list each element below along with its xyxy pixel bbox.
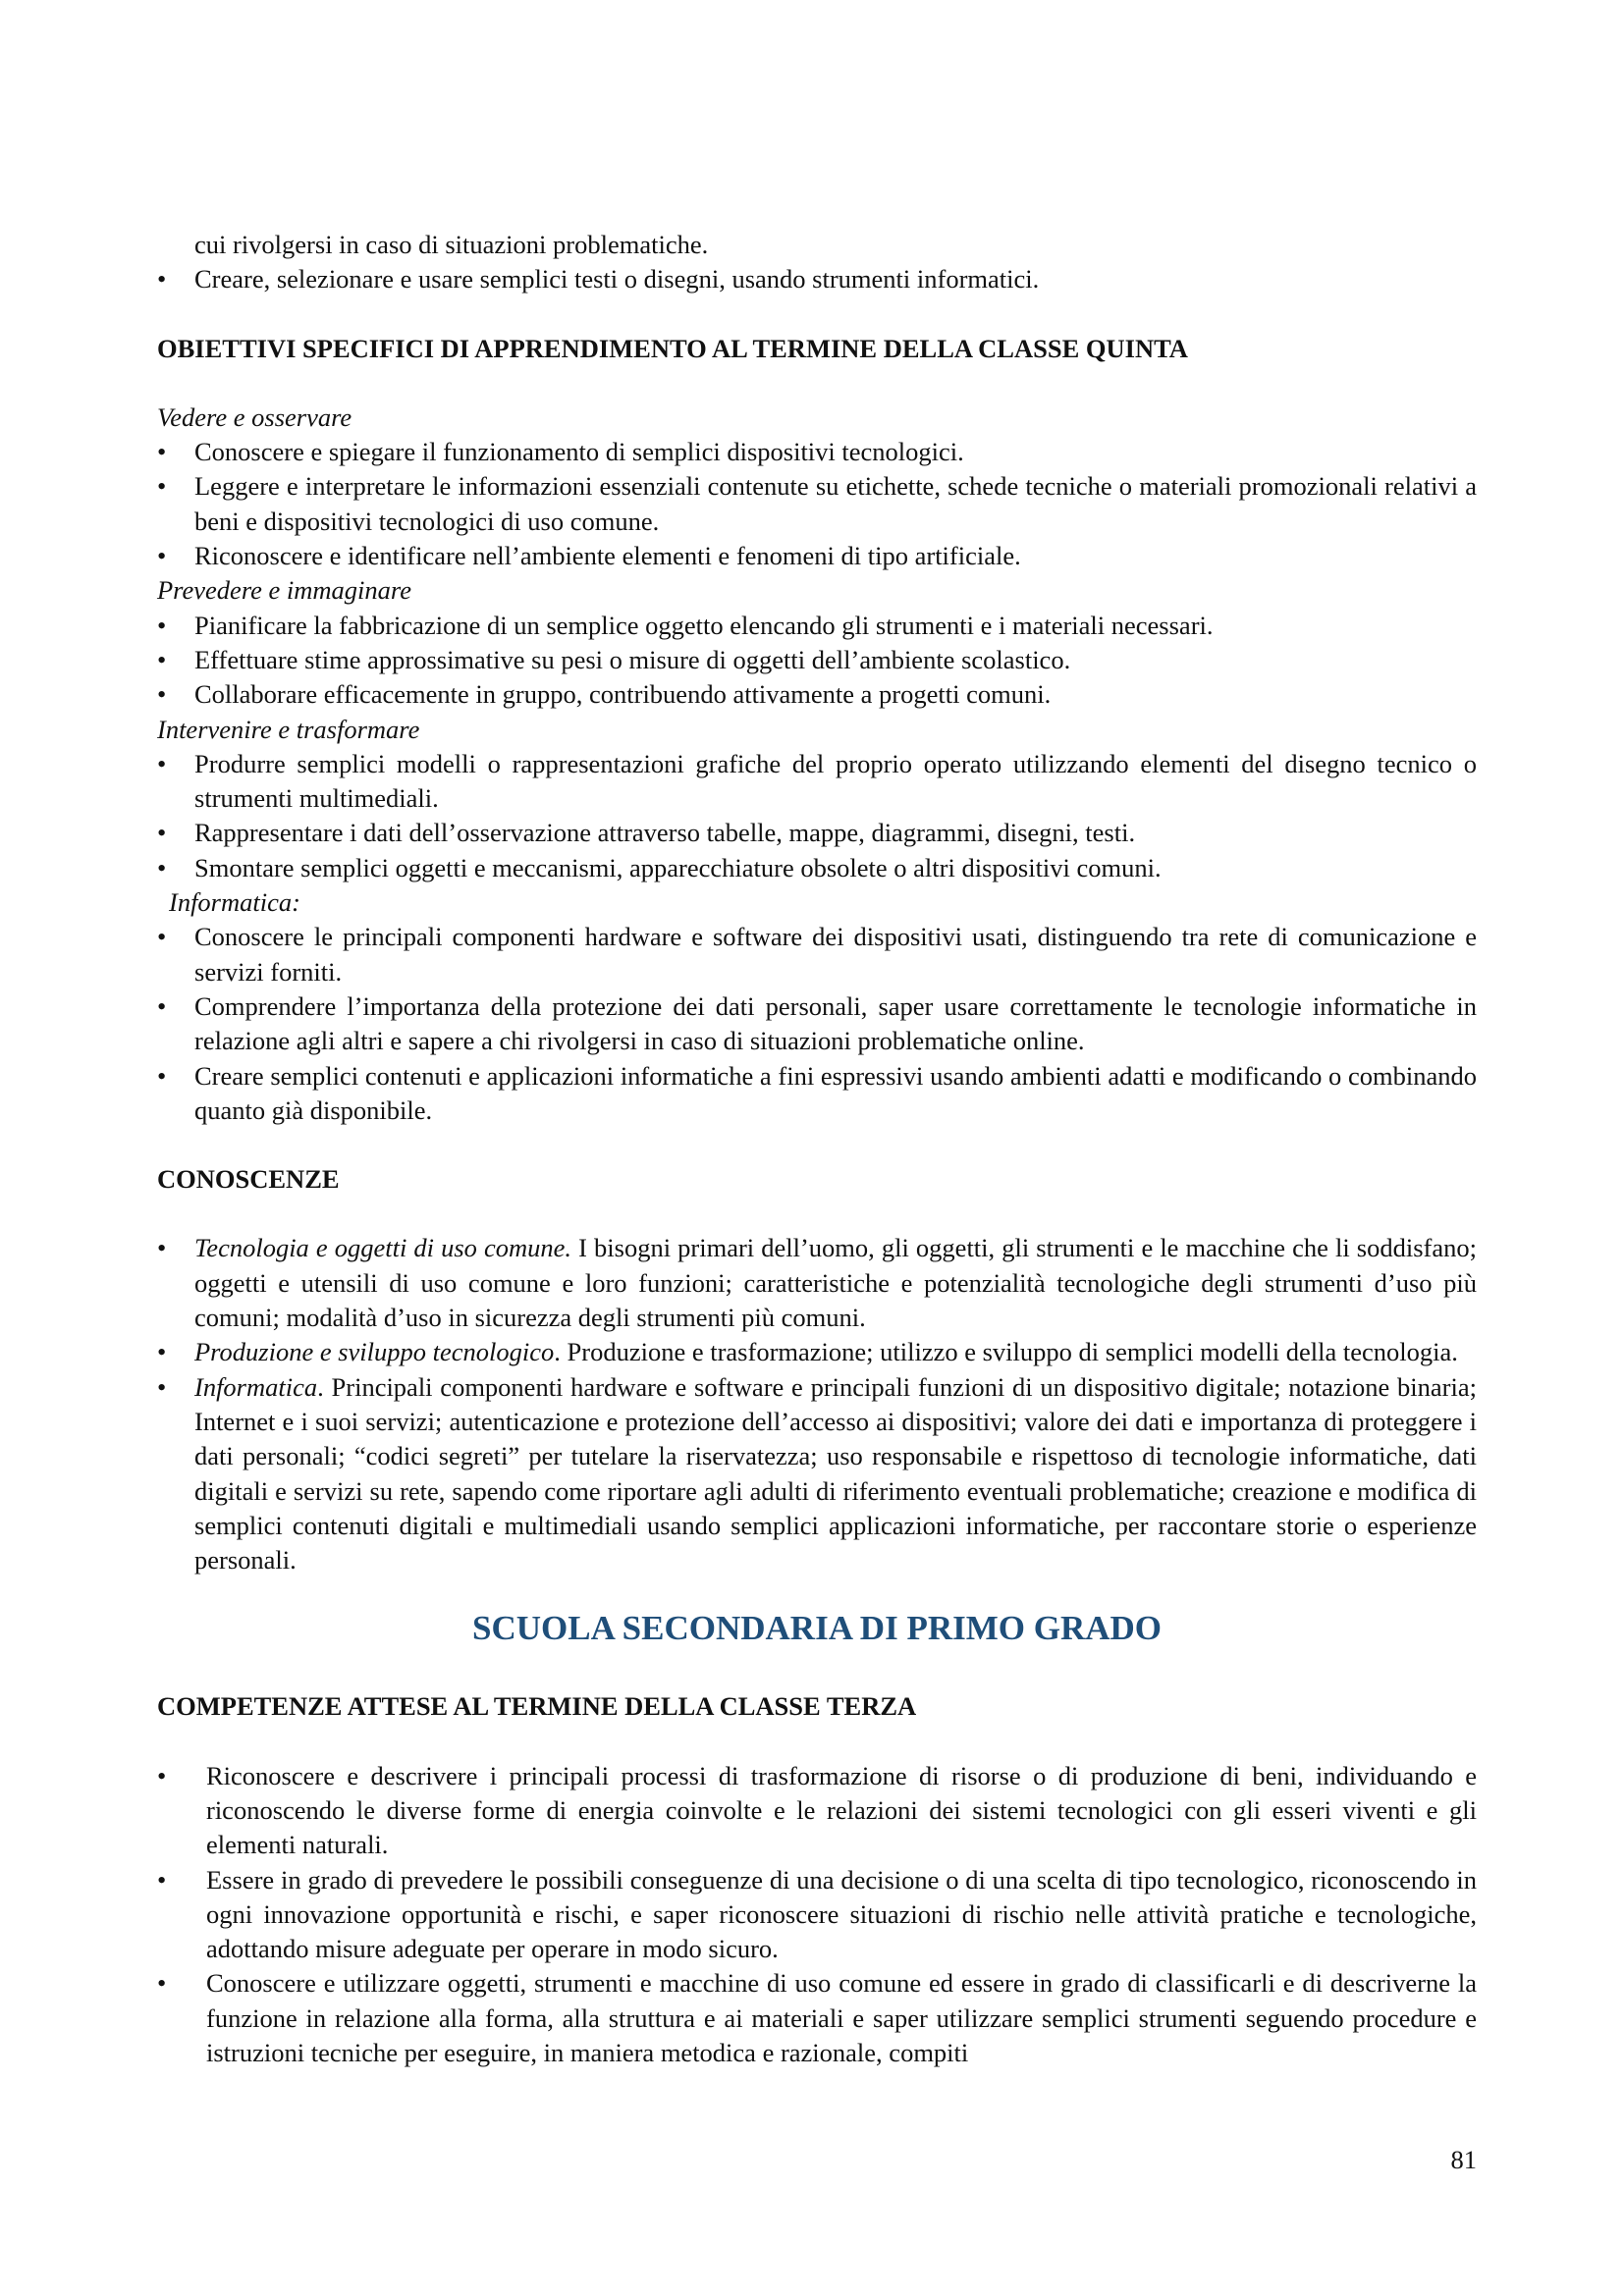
term: Produzione e sviluppo tecnologico [194, 1337, 555, 1367]
term: Informatica [194, 1371, 318, 1402]
document-page [157, 228, 1477, 2070]
subsection-title-informatica: Informatica: [169, 887, 300, 918]
list-item: • Leggere e interpretare le informazioni essenziali contenute su etichette, schede tecniche o materiali promozionali relativi a beni e dispositivi tecnologici di uso comune. [157, 469, 1477, 539]
description: . Produzione e trasformazione; utilizzo e sviluppo di semplici modelli della tecnologia. [554, 1337, 1458, 1367]
list-item: • Conoscere e spiegare il funzionamento di semplici dispositivi tecnologici. [157, 435, 1477, 469]
list-item: • Collaborare efficacemente in gruppo, contribuendo attivamente a progetti comuni. [157, 677, 1477, 712]
list-item: • Conoscere e utilizzare oggetti, strumenti e macchine di uso comune ed essere in grado di classificarli e di descriverne la funzione in relazione alla forma, alla struttura e ai materiali e saper utilizzare semplici strumenti seguendo procedure e istruzioni tecniche per eseguire, in maniera metodica e razionale, compiti [157, 1966, 1477, 2070]
list-item: • Smontare semplici oggetti e meccanismi, apparecchiature obsolete o altri dispositivi comuni. [157, 851, 1477, 885]
subsection-title-intervenire: Intervenire e trasformare [157, 714, 420, 744]
description: I bisogni primari dell’uomo, gli oggetti, gli strumenti e le macchine che li soddisfano; oggetti e utensili di uso comune e loro funzioni; caratteristiche e potenzialità tecnologiche degli strumenti d’uso più comuni; modalità d’uso in sicurezza degli strumenti più comuni. [194, 1233, 1477, 1333]
section-heading-obiettivi: OBIETTIVI SPECIFICI DI APPRENDIMENTO AL TERMINE DELLA CLASSE QUINTA [157, 333, 1188, 363]
list-item [157, 1335, 1477, 1369]
list-vedere [157, 435, 1477, 573]
description: . Principali componenti hardware e software e principali funzioni di un dispositivo digitale; notazione binaria; Internet e i suoi servizi; autenticazione e protezione dell’accesso ai dispositivi; valore dei dati e importanza di proteggere i dati personali; “codici segreti” per tutelare la riservatezza; uso responsabile e rispettoso di tecnologie informatiche, dati digitali e servizi su rete, sapendo come riportare agli adulti di riferimento eventuali problematiche; creazione e modifica di semplici contenuti digitali e multimediali usando semplici applicazioni informatiche, per raccontare storie o esperienze personali. [194, 1371, 1477, 1575]
list-item: • Creare semplici contenuti e applicazioni informatiche a fini espressivi usando ambienti adatti e modificando o combinando quanto già disponibile. [157, 1059, 1477, 1129]
intro-list [157, 262, 1477, 296]
list-competenze [157, 1759, 1477, 2071]
list-item: • Conoscere le principali componenti hardware e software dei dispositivi usati, distinguendo tra rete di comunicazione e servizi forniti. [157, 920, 1477, 989]
list-item: • Pianificare la fabbricazione di un semplice oggetto elencando gli strumenti e i materiali necessari. [157, 609, 1477, 643]
subsection-title-vedere: Vedere e osservare [157, 401, 352, 432]
list-item: • Effettuare stime approssimative su pesi o misure di oggetti dell’ambiente scolastico. [157, 643, 1477, 677]
list-informatica [157, 920, 1477, 1128]
page-number: 81 [1450, 2145, 1477, 2174]
list-prevedere [157, 609, 1477, 713]
continuation-text: cui rivolgersi in caso di situazioni problematiche. [194, 230, 709, 259]
section-heading-conoscenze: CONOSCENZE [157, 1164, 340, 1195]
list-item: • Riconoscere e identificare nell’ambiente elementi e fenomeni di tipo artificiale. [157, 539, 1477, 573]
list-item: • Rappresentare i dati dell’osservazione attraverso tabelle, mappe, diagrammi, disegni, testi. [157, 816, 1477, 850]
list-item [157, 1370, 1477, 1578]
list-item: • Produrre semplici modelli o rappresentazioni grafiche del proprio operato utilizzando elementi del disegno tecnico o strumenti multimediali. [157, 747, 1477, 817]
term: Tecnologia e oggetti di uso comune. [194, 1233, 572, 1263]
list-conoscenze [157, 1231, 1477, 1577]
list-item: • Riconoscere e descrivere i principali processi di trasformazione di risorse o di produzione di beni, individuando e riconoscendo le diverse forme di energia coinvolte e le relazioni dei sistemi tecnologici con gli esseri viventi e gli elementi naturali. [157, 1759, 1477, 1863]
school-level-title: SCUOLA SECONDARIA DI PRIMO GRADO [471, 1609, 1163, 1648]
list-item [157, 1231, 1477, 1335]
list-item: • Essere in grado di prevedere le possibili conseguenze di una decisione o di una scelta di tipo tecnologico, riconoscendo in ogni innovazione opportunità e rischi, e saper riconoscere situazioni di rischio nelle attività pratiche e tecnologiche, adottando misure adeguate per operare in modo sicuro. [157, 1863, 1477, 1967]
list-intervenire [157, 747, 1477, 885]
list-item: • Creare, selezionare e usare semplici testi o disegni, usando strumenti informatici. [157, 262, 1477, 296]
list-item: • Comprendere l’importanza della protezione dei dati personali, saper usare correttamente le tecnologie informatiche in relazione agli altri e sapere a chi rivolgersi in caso di situazioni problematiche online. [157, 989, 1477, 1059]
section-heading-competenze: COMPETENZE ATTESE AL TERMINE DELLA CLASSE TERZA [157, 1691, 917, 1722]
subsection-title-prevedere: Prevedere e immaginare [157, 575, 412, 606]
